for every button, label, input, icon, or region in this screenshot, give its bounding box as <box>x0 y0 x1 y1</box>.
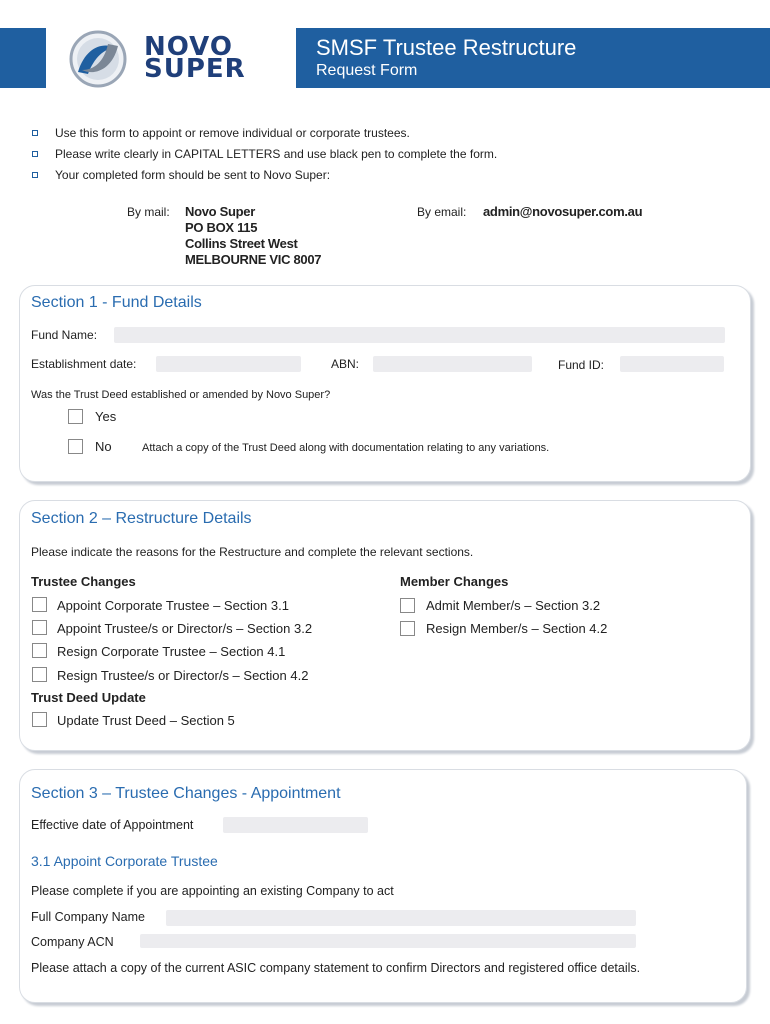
instruction-item: Use this form to appoint or remove individual or corporate trustees. <box>32 122 497 143</box>
trustee-changes-heading: Trustee Changes <box>31 574 136 589</box>
fund-name-label: Fund Name: <box>31 328 98 342</box>
full-company-name-label: Full Company Name <box>31 910 145 924</box>
instruction-item: Please write clearly in CAPITAL LETTERS and use black pen to complete the form. <box>32 143 497 164</box>
logo-line2: SUPER <box>144 54 246 84</box>
full-company-name-field[interactable] <box>166 910 636 926</box>
effective-date-label: Effective date of Appointment <box>31 818 194 832</box>
appoint-corporate-trustee-checkbox[interactable] <box>32 597 47 612</box>
email-address: admin@novosuper.com.au <box>483 204 643 219</box>
section-title: Section 2 – Restructure Details <box>31 510 252 527</box>
form-subtitle: Request Form <box>316 62 418 79</box>
section-restructure-details <box>19 500 751 751</box>
resign-corporate-trustee-checkbox[interactable] <box>32 643 47 658</box>
bullet-icon <box>32 151 38 157</box>
checkbox-label: Appoint Corporate Trustee – Section 3.1 <box>57 598 289 613</box>
yes-label: Yes <box>95 409 117 424</box>
appoint-intro: Please complete if you are appointing an existing Company to act <box>31 884 394 898</box>
header-left-bar <box>0 28 46 88</box>
appoint-trustee-checkbox[interactable] <box>32 620 47 635</box>
instruction-item: Your completed form should be sent to Novo Super: <box>32 164 497 185</box>
no-label: No <box>95 439 112 454</box>
by-email-label: By email: <box>417 205 467 219</box>
yes-checkbox[interactable] <box>68 409 83 424</box>
section-title: Section 3 – Trustee Changes - Appointment <box>31 785 341 802</box>
section-title: Section 1 - Fund Details <box>31 294 202 311</box>
abn-field[interactable] <box>373 356 532 372</box>
checkbox-label: Resign Member/s – Section 4.2 <box>426 621 608 636</box>
no-note: Attach a copy of the Trust Deed along with documentation relating to any variations. <box>142 442 550 454</box>
header-title-box <box>296 28 770 88</box>
admit-member-checkbox[interactable] <box>400 598 415 613</box>
checkbox-label: Appoint Trustee/s or Director/s – Section 3.2 <box>57 621 313 636</box>
fund-id-field[interactable] <box>620 356 724 372</box>
update-trust-deed-checkbox[interactable] <box>32 712 47 727</box>
logo-wordmark <box>144 32 246 84</box>
mail-address: Novo Super PO BOX 115 Collins Street West MELBOURNE VIC 8007 <box>185 204 322 267</box>
abn-label: ABN: <box>331 357 360 371</box>
bullet-icon <box>32 172 38 178</box>
resign-member-checkbox[interactable] <box>400 621 415 636</box>
novo-super-logo <box>64 28 264 90</box>
trust-deed-question: Was the Trust Deed established or amended by Novo Super? <box>31 389 331 401</box>
restructure-intro: Please indicate the reasons for the Restructure and complete the relevant sections. <box>31 545 474 559</box>
effective-date-field[interactable] <box>223 817 368 833</box>
fund-name-field[interactable] <box>114 327 725 343</box>
resign-trustee-checkbox[interactable] <box>32 667 47 682</box>
establishment-date-field[interactable] <box>156 356 301 372</box>
no-checkbox[interactable] <box>68 439 83 454</box>
form-title: SMSF Trustee Restructure <box>316 35 577 60</box>
instruction-list <box>32 122 497 185</box>
checkbox-label: Resign Corporate Trustee – Section 4.1 <box>57 644 286 659</box>
checkbox-label: Admit Member/s – Section 3.2 <box>426 598 601 613</box>
section-trustee-appointment <box>19 769 747 1003</box>
establishment-date-label: Establishment date: <box>31 357 137 371</box>
appoint-corporate-trustee-subtitle: 3.1 Appoint Corporate Trustee <box>31 853 218 869</box>
checkbox-label: Update Trust Deed – Section 5 <box>57 713 235 728</box>
member-changes-heading: Member Changes <box>400 574 509 589</box>
logo-line1: NOVO <box>144 32 233 62</box>
section-fund-details <box>19 285 751 482</box>
trust-deed-update-heading: Trust Deed Update <box>31 690 146 705</box>
company-acn-field[interactable] <box>140 934 636 948</box>
fund-id-label: Fund ID: <box>558 358 605 372</box>
logo-swirl-icon <box>64 28 134 90</box>
checkbox-label: Resign Trustee/s or Director/s – Section 4.2 <box>57 668 309 683</box>
by-mail-label: By mail: <box>127 205 170 219</box>
asic-statement-note: Please attach a copy of the current ASIC company statement to confirm Directors and registered office details. <box>31 961 641 975</box>
bullet-icon <box>32 130 38 136</box>
company-acn-label: Company ACN <box>31 935 114 949</box>
